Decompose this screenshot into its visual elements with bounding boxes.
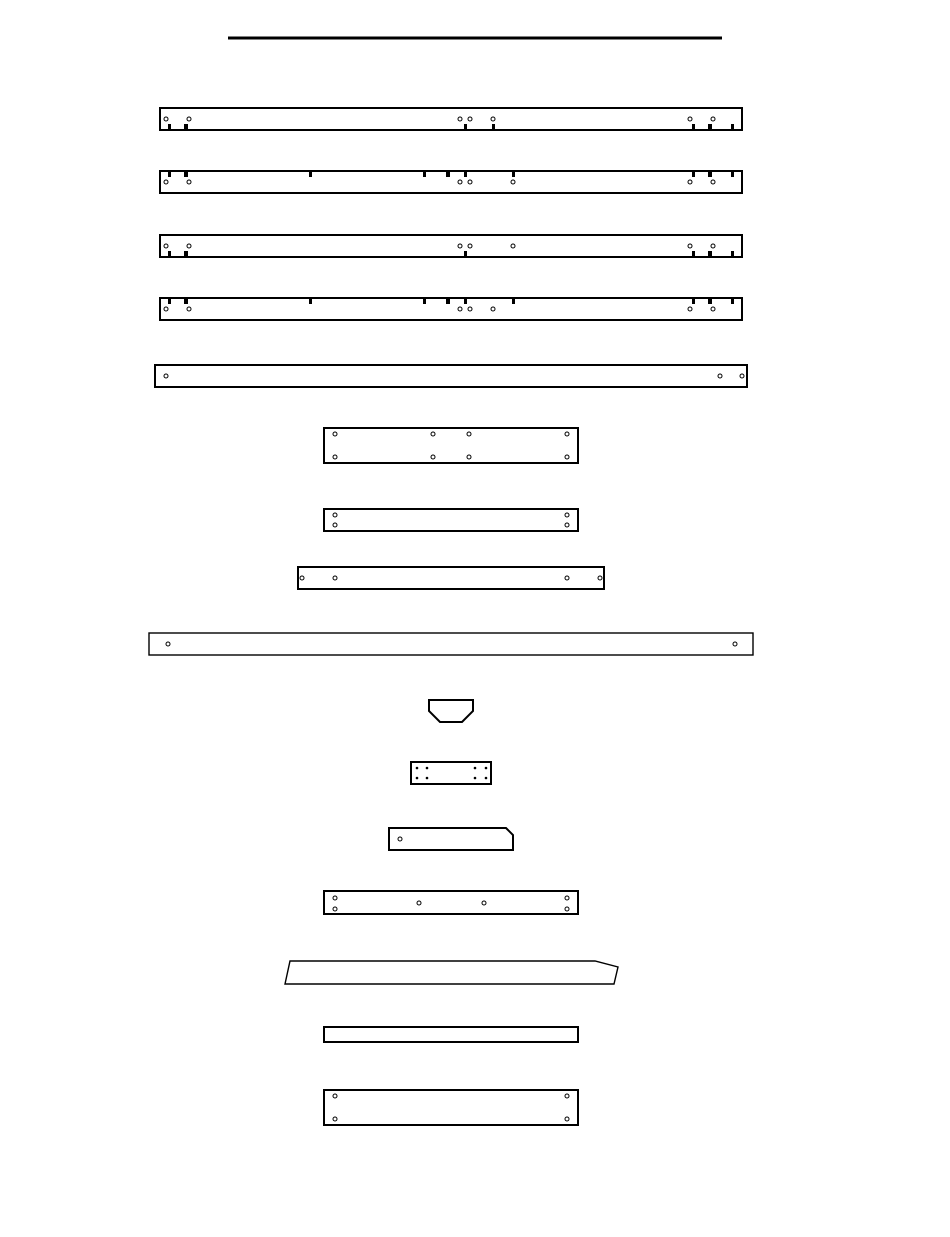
part-4-holes bbox=[164, 299, 734, 311]
part-12 bbox=[389, 828, 513, 850]
part-3 bbox=[160, 235, 742, 257]
part-15 bbox=[324, 1027, 578, 1042]
part-5-holes bbox=[164, 374, 744, 378]
part-2 bbox=[160, 171, 742, 193]
part-16 bbox=[324, 1090, 578, 1125]
part-6-holes bbox=[333, 432, 569, 459]
part-14 bbox=[285, 961, 618, 984]
part-12-hole bbox=[398, 837, 402, 841]
part-1 bbox=[160, 108, 742, 130]
part-8-holes bbox=[300, 576, 602, 580]
part-7 bbox=[324, 509, 578, 531]
part-8 bbox=[298, 567, 604, 589]
part-13-holes bbox=[333, 896, 569, 911]
part-4 bbox=[160, 298, 742, 320]
part-10 bbox=[429, 700, 473, 722]
part-2-holes bbox=[164, 172, 734, 184]
part-3-holes bbox=[164, 244, 734, 256]
part-7-holes bbox=[333, 513, 569, 527]
part-5 bbox=[155, 365, 747, 387]
part-11-holes bbox=[416, 767, 488, 780]
part-1-holes bbox=[164, 117, 734, 129]
part-16-holes bbox=[333, 1094, 569, 1121]
part-13 bbox=[324, 891, 578, 914]
part-9-holes bbox=[166, 642, 737, 646]
part-6 bbox=[324, 428, 578, 463]
part-9 bbox=[149, 633, 753, 655]
part-11 bbox=[411, 762, 491, 784]
